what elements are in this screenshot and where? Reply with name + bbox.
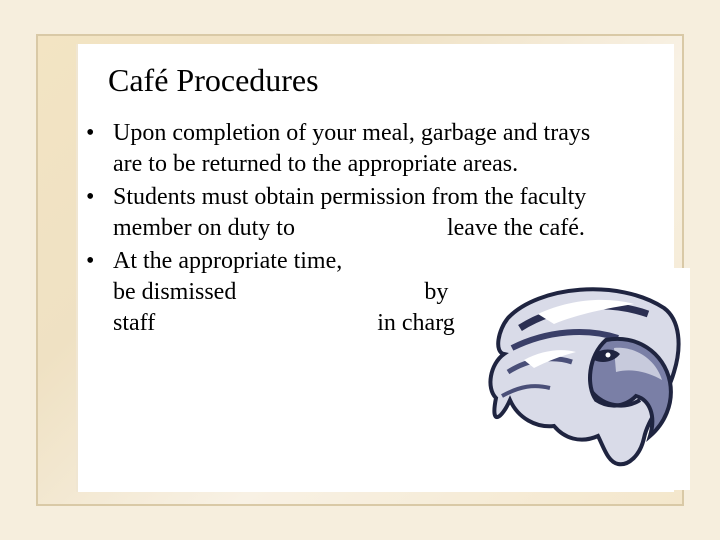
bullet-text: staff	[113, 310, 156, 336]
eagle-mascot-icon	[468, 268, 690, 490]
bullet-marker: •	[86, 248, 95, 274]
bullet-text: leave the café.	[446, 215, 585, 241]
bullet-item	[86, 118, 686, 180]
bullet-item	[86, 182, 686, 244]
bullet-text: in charg	[377, 310, 455, 336]
bullet-marker: •	[86, 120, 95, 146]
bullet-text: At the appropriate time,	[113, 248, 343, 274]
bullet-text: are to be returned to the appropriate areas.	[113, 151, 519, 177]
bullet-text: member on duty to	[113, 215, 295, 241]
slide-title: Café Procedures	[108, 62, 319, 98]
bullet-text: be dismissed	[113, 279, 237, 305]
bullet-text: by	[424, 279, 449, 305]
bullet-text: Students must obtain permission from the faculty	[113, 184, 587, 210]
bullet-marker: •	[86, 184, 95, 210]
bullet-text: Upon completion of your meal, garbage and trays	[113, 120, 591, 146]
